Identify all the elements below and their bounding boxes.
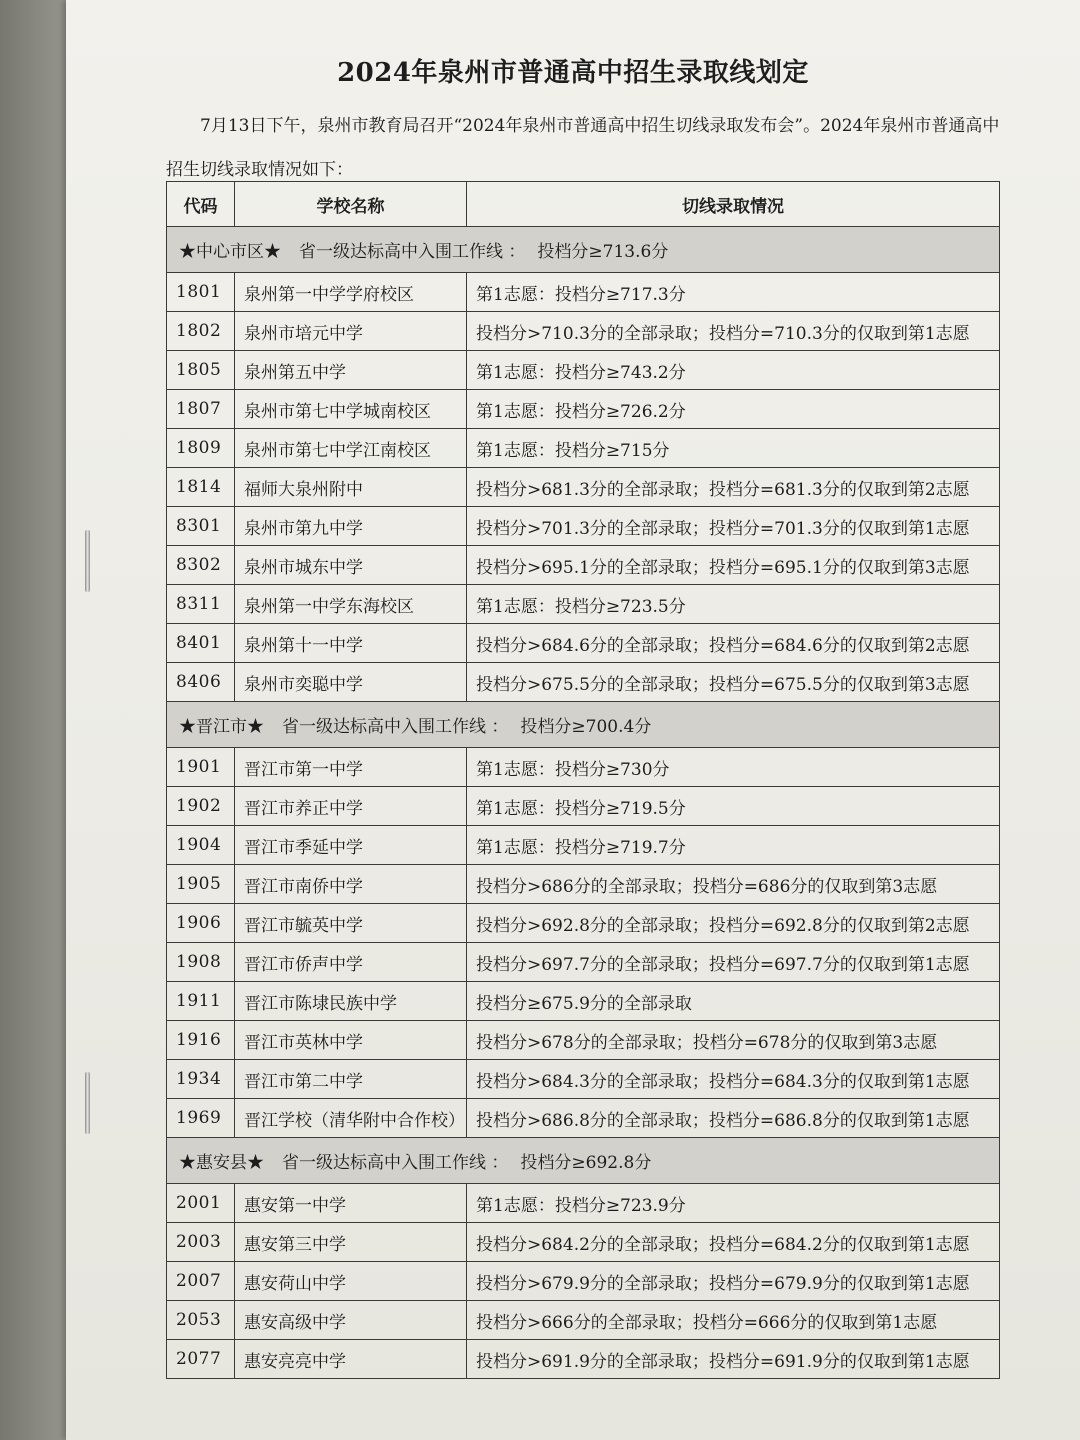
header-school-name: 学校名称	[235, 182, 467, 227]
table-row	[167, 1184, 1000, 1223]
table-row	[167, 585, 1000, 624]
admission-info: 投档分≥675.9分的全部录取	[467, 982, 1000, 1021]
table-row	[167, 904, 1000, 943]
admission-info: 投档分>697.7分的全部录取；投档分=697.7分的仅取到第1志愿	[467, 943, 1000, 982]
school-name: 惠安第三中学	[235, 1223, 467, 1262]
table-row	[167, 312, 1000, 351]
section-area: ★惠安县★	[179, 1153, 264, 1173]
table-row	[167, 390, 1000, 429]
admission-info: 第1志愿：投档分≥723.9分	[467, 1184, 1000, 1223]
table-row	[167, 663, 1000, 702]
staple-top	[85, 530, 90, 592]
staple-bottom	[85, 1072, 90, 1134]
table-row	[167, 1340, 1000, 1379]
table-row	[167, 507, 1000, 546]
school-code: 8311	[167, 585, 235, 624]
admission-info: 投档分>678分的全部录取；投档分=678分的仅取到第3志愿	[467, 1021, 1000, 1060]
admission-info: 第1志愿：投档分≥719.5分	[467, 787, 1000, 826]
school-code: 1801	[167, 273, 235, 312]
school-name: 晋江市英林中学	[235, 1021, 467, 1060]
school-name: 泉州市第九中学	[235, 507, 467, 546]
school-name: 泉州第十一中学	[235, 624, 467, 663]
admission-info: 投档分>710.3分的全部录取；投档分=710.3分的仅取到第1志愿	[467, 312, 1000, 351]
school-name: 晋江市第二中学	[235, 1060, 467, 1099]
school-name: 泉州市第七中学江南校区	[235, 429, 467, 468]
school-name: 晋江市养正中学	[235, 787, 467, 826]
school-code: 1814	[167, 468, 235, 507]
school-name: 泉州第一中学东海校区	[235, 585, 467, 624]
section-line-value: 投档分≥713.6分	[537, 242, 669, 262]
table-row	[167, 943, 1000, 982]
admission-info: 投档分>666分的全部录取；投档分=666分的仅取到第1志愿	[467, 1301, 1000, 1340]
school-code: 1906	[167, 904, 235, 943]
school-code: 1969	[167, 1099, 235, 1138]
admission-info: 投档分>701.3分的全部录取；投档分=701.3分的仅取到第1志愿	[467, 507, 1000, 546]
table-row	[167, 1223, 1000, 1262]
school-code: 1902	[167, 787, 235, 826]
admission-info: 投档分>695.1分的全部录取；投档分=695.1分的仅取到第3志愿	[467, 546, 1000, 585]
section-header-row	[167, 227, 1000, 273]
school-name: 惠安荷山中学	[235, 1262, 467, 1301]
school-name: 泉州市奕聪中学	[235, 663, 467, 702]
section-line-value: 投档分≥700.4分	[520, 717, 652, 737]
table-row	[167, 624, 1000, 663]
section-area: ★中心市区★	[179, 242, 281, 262]
admission-info: 投档分>675.5分的全部录取；投档分=675.5分的仅取到第3志愿	[467, 663, 1000, 702]
header-code: 代码	[167, 182, 235, 227]
school-code: 2001	[167, 1184, 235, 1223]
section-line-label: 省一级达标高中入围工作线 ：	[299, 242, 526, 262]
section-line-label: 省一级达标高中入围工作线 ：	[282, 1153, 509, 1173]
school-name: 晋江市南侨中学	[235, 865, 467, 904]
school-name: 晋江市第一中学	[235, 748, 467, 787]
section-header-row	[167, 1138, 1000, 1184]
admission-info: 第1志愿：投档分≥715分	[467, 429, 1000, 468]
table-row	[167, 865, 1000, 904]
school-code: 1901	[167, 748, 235, 787]
school-name: 惠安第一中学	[235, 1184, 467, 1223]
table-row	[167, 1099, 1000, 1138]
intro-paragraph: 7月13日下午，泉州市教育局召开“2024年泉州市普通高中招生切线录取发布会”。2024年泉州市普通高中招生切线录取情况如下：	[166, 116, 1000, 180]
admission-info: 第1志愿：投档分≥717.3分	[467, 273, 1000, 312]
school-code: 1934	[167, 1060, 235, 1099]
school-name: 惠安亮亮中学	[235, 1340, 467, 1379]
table-row	[167, 982, 1000, 1021]
school-code: 1904	[167, 826, 235, 865]
school-name: 晋江市季延中学	[235, 826, 467, 865]
school-name: 泉州第一中学学府校区	[235, 273, 467, 312]
admission-info: 第1志愿：投档分≥730分	[467, 748, 1000, 787]
school-code: 1807	[167, 390, 235, 429]
section-header-cell	[167, 1138, 1000, 1184]
table-row	[167, 748, 1000, 787]
section-area: ★晋江市★	[179, 717, 264, 737]
section-line-value: 投档分≥692.8分	[520, 1153, 652, 1173]
section-header-row	[167, 702, 1000, 748]
table-row	[167, 273, 1000, 312]
table-row	[167, 429, 1000, 468]
table-row	[167, 787, 1000, 826]
school-code: 1908	[167, 943, 235, 982]
admission-table	[166, 181, 1000, 1379]
admission-info: 投档分>684.2分的全部录取；投档分=684.2分的仅取到第1志愿	[467, 1223, 1000, 1262]
admission-info: 投档分>681.3分的全部录取；投档分=681.3分的仅取到第2志愿	[467, 468, 1000, 507]
admission-info: 投档分>686.8分的全部录取；投档分=686.8分的仅取到第1志愿	[467, 1099, 1000, 1138]
school-name: 晋江市毓英中学	[235, 904, 467, 943]
section-header-cell	[167, 702, 1000, 748]
school-code: 1916	[167, 1021, 235, 1060]
table-row	[167, 1301, 1000, 1340]
admission-info: 投档分>686分的全部录取；投档分=686分的仅取到第3志愿	[467, 865, 1000, 904]
admission-info: 投档分>684.3分的全部录取；投档分=684.3分的仅取到第1志愿	[467, 1060, 1000, 1099]
admission-info: 投档分>684.6分的全部录取；投档分=684.6分的仅取到第2志愿	[467, 624, 1000, 663]
table-row	[167, 1262, 1000, 1301]
school-name: 晋江市陈埭民族中学	[235, 982, 467, 1021]
school-code: 8406	[167, 663, 235, 702]
table-header-row	[167, 182, 1000, 227]
school-name: 福师大泉州附中	[235, 468, 467, 507]
school-code: 1802	[167, 312, 235, 351]
school-name: 惠安高级中学	[235, 1301, 467, 1340]
table-row	[167, 546, 1000, 585]
school-code: 2077	[167, 1340, 235, 1379]
admission-info: 第1志愿：投档分≥743.2分	[467, 351, 1000, 390]
school-code: 8302	[167, 546, 235, 585]
school-code: 2053	[167, 1301, 235, 1340]
school-name: 泉州市第七中学城南校区	[235, 390, 467, 429]
admission-info: 第1志愿：投档分≥723.5分	[467, 585, 1000, 624]
table-row	[167, 351, 1000, 390]
school-code: 1911	[167, 982, 235, 1021]
school-code: 8301	[167, 507, 235, 546]
table-row	[167, 1060, 1000, 1099]
school-name: 泉州市培元中学	[235, 312, 467, 351]
school-code: 1805	[167, 351, 235, 390]
table-row	[167, 1021, 1000, 1060]
admission-info: 投档分>679.9分的全部录取；投档分=679.9分的仅取到第1志愿	[467, 1262, 1000, 1301]
school-name: 晋江市侨声中学	[235, 943, 467, 982]
school-code: 2003	[167, 1223, 235, 1262]
document-title: 2024年泉州市普通高中招生录取线划定	[337, 58, 809, 88]
school-code: 2007	[167, 1262, 235, 1301]
section-line-label: 省一级达标高中入围工作线 ：	[282, 717, 509, 737]
school-name: 泉州第五中学	[235, 351, 467, 390]
admission-info: 投档分>692.8分的全部录取；投档分=692.8分的仅取到第2志愿	[467, 904, 1000, 943]
table-body	[167, 227, 1000, 1379]
header-admission-info: 切线录取情况	[467, 182, 1000, 227]
table-row	[167, 826, 1000, 865]
admission-info: 投档分>691.9分的全部录取；投档分=691.9分的仅取到第1志愿	[467, 1340, 1000, 1379]
school-code: 8401	[167, 624, 235, 663]
section-header-cell	[167, 227, 1000, 273]
school-code: 1809	[167, 429, 235, 468]
school-name: 泉州市城东中学	[235, 546, 467, 585]
admission-info: 第1志愿：投档分≥719.7分	[467, 826, 1000, 865]
admission-info: 第1志愿：投档分≥726.2分	[467, 390, 1000, 429]
table-row	[167, 468, 1000, 507]
school-code: 1905	[167, 865, 235, 904]
school-name: 晋江学校（清华附中合作校）	[235, 1099, 467, 1138]
